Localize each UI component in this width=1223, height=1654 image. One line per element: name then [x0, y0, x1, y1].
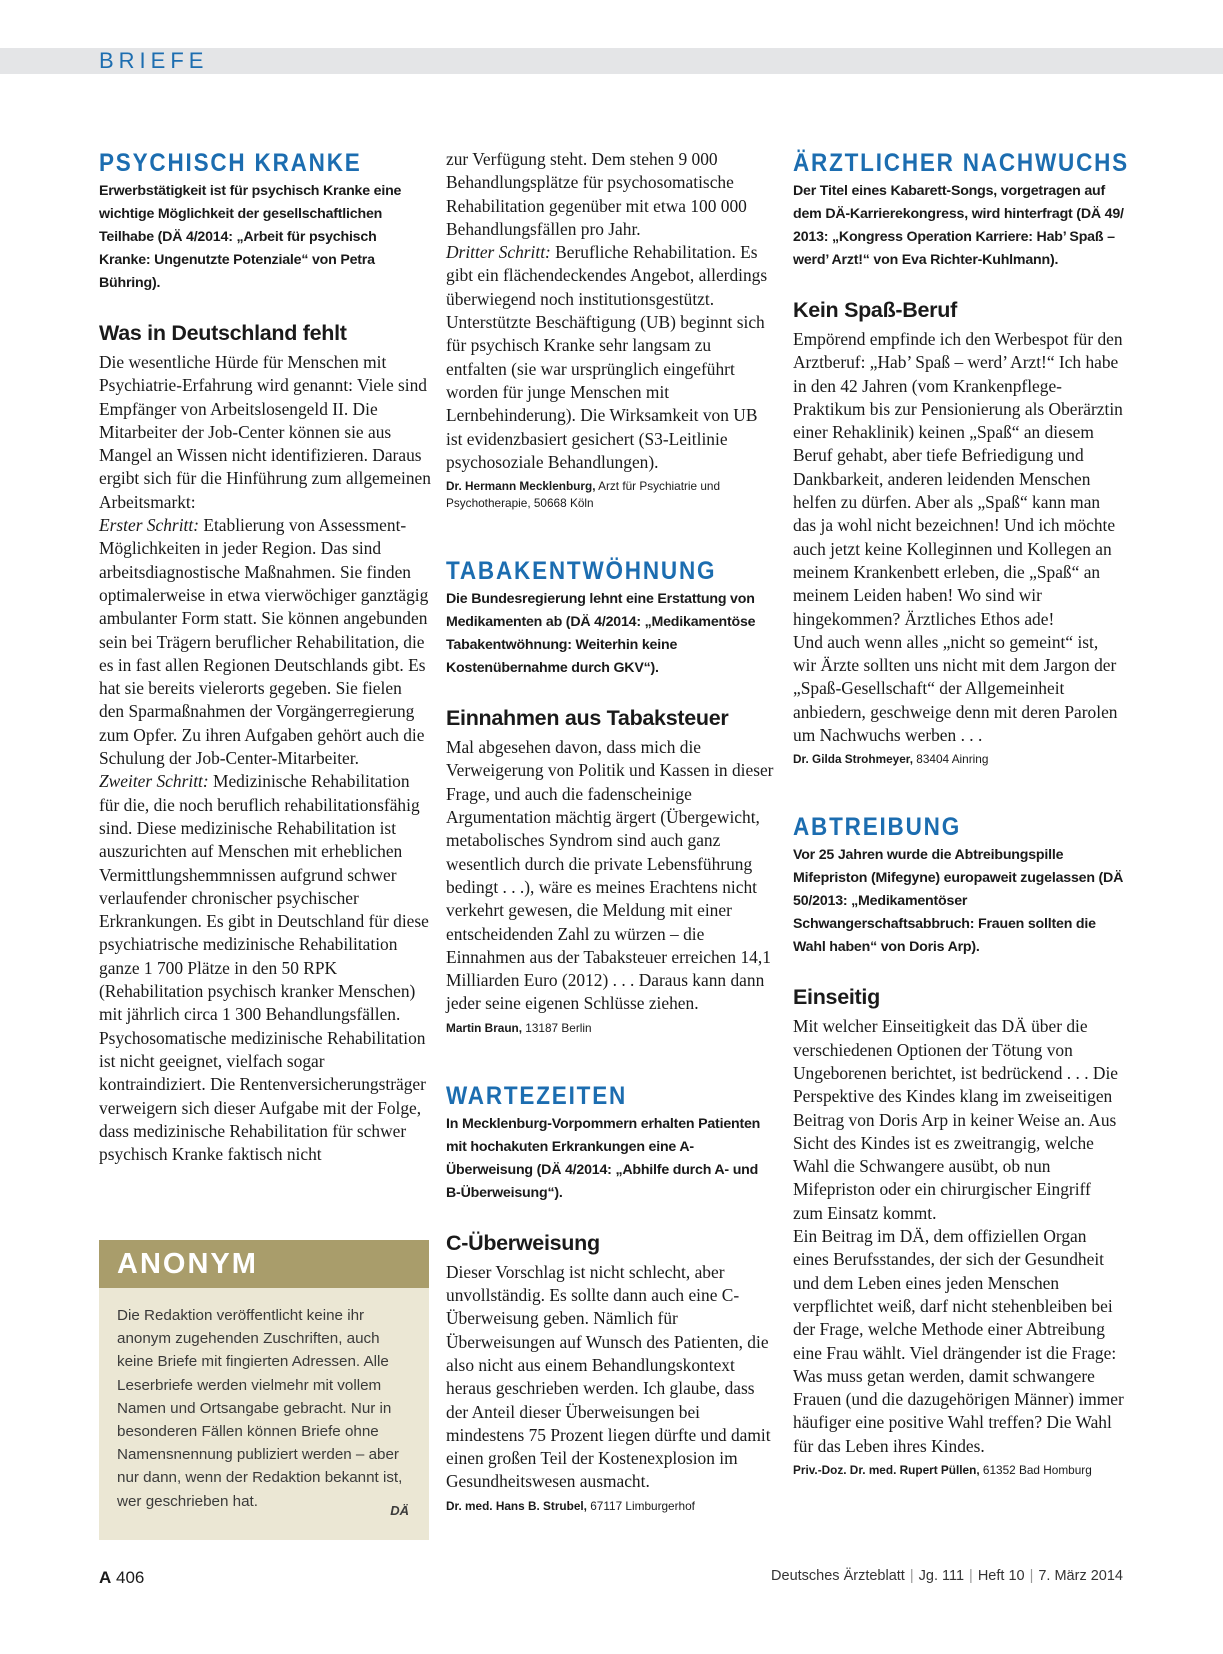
author-detail: Arzt für Psychiatrie und Psychotherapie, 50668 Köln	[446, 479, 721, 511]
letter-tabakentwoehnung	[446, 556, 776, 1037]
author-detail: 83404 Ainring	[912, 752, 989, 767]
letter-headline: Was in Deutschland fehlt	[99, 321, 347, 345]
column-2	[446, 148, 776, 1515]
anonym-text: Die Redaktion veröffentlicht keine ihr anonym zugehenden Zuschriften, auch keine Briefe mit fingierten Adressen. Alle Leserbriefe werden vielmehr mit vollem Namen und Ortsangabe gebracht. Nur in besonderen Fällen können Briefe ohne Namensnennung publiziert werden – aber nur dann, wenn der Redaktion bekannt ist, wer geschrieben hat.	[117, 1307, 403, 1510]
topic-intro: Erwerbstätigkeit ist für psychisch Kranke eine wichtige Möglichkeit der gesellschaftlichen Teilhabe (DÄ 4/2014: „Arbeit für psychisch Kranke: Ungenutzte Potenziale“ von Petra Bühring).	[99, 183, 402, 291]
journal-volume: Jg. 111	[918, 1568, 965, 1584]
author-detail: 61352 Bad Homburg	[979, 1462, 1092, 1477]
page-letter: A	[99, 1568, 112, 1587]
author-line	[446, 1498, 776, 1515]
topic-kicker: TABAKENTWÖHNUNG	[446, 557, 717, 586]
step-text: Medizinische Rehabilitation für die, die noch beruflich rehabilitationsfähig sind. Diese medizinische Rehabilitation ist auszurichten auf Menschen mit erheblichen Vermittlungshemmnissen aufgrund schwer verlaufender chronischer psychischer Erkrankungen. Es gibt in Deutschland für diese psychiatrische medizinische Rehabilitation ganze 1 700 Plätze in den 50 RPK (Rehabilitation psychisch kranker Menschen) mit jährlich circa 1 300 Behandlungsfällen. Psychosomatische medizinische Rehabilitation ist nicht geeignet, vielfach sogar kontraindiziert. Die Rentenversicherungsträger verweigern sich dieser Aufgabe mit der Folge, dass medizinische Rehabilitation für schwer psychisch Kranke faktisch nicht	[99, 771, 429, 1165]
letter-body: Mal abgesehen davon, dass mich die Verweigerung von Politik und Kassen in dieser Frage, und auch die fadenscheinige Argumentation mächtig ärgert (Übergewicht, metabolisches Syndrom sind auch ganz wesentlich durch die private Lebensführung bedingt . . .), wäre es meines Erachtens nicht verkehrt gewesen, die Meldung mit einer entscheidenden Zahl zu würzen – die Einnahmen aus der Tabaksteuer erreichen 14,1 Milliarden Euro (2012) . . . Daraus kann dann jeder seine eigenen Schlüsse ziehen.	[446, 737, 774, 1014]
author-line	[446, 1020, 776, 1037]
paragraph	[446, 241, 776, 474]
journal-issue: Heft 10	[977, 1568, 1025, 1584]
page-number-value: 406	[111, 1568, 145, 1587]
letter-body: Dieser Vorschlag ist nicht schlecht, aber unvollständig. Es sollte dann auch eine C-Überweisung geben. Nämlich für Überweisungen auf Wunsch des Patienten, die also nicht aus einem Behandlungskontext heraus geschrieben werden. Ich glaube, dass der Anteil dieser Überweisungen bei mindestens 75 Prozent liegen dürfte und damit einen großen Teil der Kostenexplosion im Gesundheitswesen ausmacht.	[446, 1261, 771, 1492]
letter-body	[99, 351, 431, 1166]
topic-kicker: ÄRZTLICHER NACHWUCHS	[793, 149, 1129, 177]
anonym-title-bar	[99, 1240, 429, 1288]
author-name: Martin Braun,	[446, 1020, 523, 1035]
letter-body	[793, 1015, 1125, 1458]
author-line	[793, 1462, 1125, 1479]
author-line	[793, 751, 1125, 768]
step-text: Etablierung von Assessment-Möglichkeiten in jeder Region. Das sind arbeitsdiagnostische Maßnahmen. Sie finden optimalerweise in etwa vierwöchiger ganztägig ambulanter Form statt. Sie können angebunden sein bei Trägern beruflicher Rehabilitation, die es in fast allen Regionen Deutschlands gibt. Es hat sie bereits vielerorts gegeben. Sie fielen den Sparmaßnahmen der Vorgängerregierung zum Opfer. Zu ihren Aufgaben gehört auch die Schulung der Job-Center-Mitarbeiter.	[99, 515, 429, 769]
column-1	[99, 148, 431, 1166]
step-label: Dritter Schritt:	[446, 242, 551, 263]
letter-wartezeiten	[446, 1081, 776, 1515]
page-number	[99, 1568, 144, 1588]
author-detail: 13187 Berlin	[522, 1020, 592, 1035]
letter-abtreibung	[793, 812, 1125, 1479]
section-label: BRIEFE	[99, 48, 209, 73]
paragraph: Empörend empfinde ich den Werbespot für den Arztberuf: „Hab’ Spaß – werd’ Arzt!“ Ich habe in den 42 Jahren (vom Krankenpflege-Praktikum bis zur Pensionierung als Oberärztin einer Rehaklinik) keinen „Spaß“ an diesem Beruf gehabt, aber tiefe Befriedigung und Dankbarkeit, anderen leidenden Menschen helfen zu dürfen. Aber als „Spaß“ kann man das ja wohl nicht bezeichnen! Und ich möchte auch jetzt keine Kolleginnen und Kollegen an meinem Krankenbett erleben, die „Spaß“ an meinem Leiden haben! Wo sind wir hingekommen? Ärztliches Ethos ade!	[793, 329, 1123, 629]
paragraph: Ein Beitrag im DÄ, dem offiziellen Organ eines Berufsstandes, der sich der Gesundheit und dem Leben eines jeden Menschen verpflichtet weiß, darf nicht stehenbleiben bei der Frage, welche Methode einer Abtreibung eine Frau wählt. Viel drängender ist die Frage: Was muss getan werden, damit schwangere Frauen (und die dazugehörigen Männer) immer häufiger eine positive Wahl treffen? Die Wahl für das Leben ihres Kindes.	[793, 1226, 1124, 1456]
letter-headline: Einseitig	[793, 985, 880, 1010]
letter-body-continued	[446, 148, 776, 474]
anonym-notice-box	[99, 1240, 429, 1540]
author-name: Dr. Hermann Mecklenburg,	[446, 479, 596, 494]
step-label: Zweiter Schritt:	[99, 771, 209, 792]
topic-kicker: PSYCHISCH KRANKE	[99, 149, 362, 177]
letter-psychisch-kranke	[99, 148, 431, 1166]
anonym-signature: DÄ	[390, 1503, 409, 1518]
topic-intro: In Mecklenburg-Vorpommern erhalten Patienten mit hochakuten Erkrankungen eine A-Überweisung (DÄ 4/2014: „Abhilfe durch A- und B-Überweisung“).	[446, 1115, 761, 1201]
letter-headline: Einnahmen aus Tabaksteuer	[446, 706, 729, 731]
step-text: Berufliche Rehabilitation. Es gibt ein flächendeckendes Angebot, allerdings überwiegend noch institutionsgestützt. Unterstützte Beschäftigung (UB) beginnt sich für psychisch Kranke sehr langsam zu entfalten (sie war ursprünglich eingeführt worden für junge Menschen mit Lernbehinderung). Die Wirksamkeit von UB ist evidenzbasiert gesichert (S3-Leitlinie psychosoziale Behandlungen).	[446, 242, 768, 472]
letter-aerztlicher-nachwuchs	[793, 148, 1129, 768]
author-name: Dr. Gilda Strohmeyer,	[793, 752, 913, 767]
author-name: Priv.-Doz. Dr. med. Rupert Püllen,	[793, 1462, 980, 1477]
paragraph	[99, 770, 431, 1166]
step-label: Erster Schritt:	[99, 515, 199, 536]
paragraph: Und auch wenn alles „nicht so gemeint“ ist, wir Ärzte sollten uns nicht mit dem Jargon der „Spaß-Gesellschaft“ der Allgemeinheit anbiedern, geschweige denn mit deren Parolen um Nachwuchs werben . . .	[793, 631, 1118, 746]
section-header-bar	[0, 48, 1223, 74]
topic-intro: Vor 25 Jahren wurde die Abtreibungspille Mifepriston (Mifegyne) europaweit zugelassen (DÄ 50/2013: „Medikamentöser Schwangerschaftsabbruch: Frauen sollten die Wahl haben“ von Doris Arp).	[793, 847, 1124, 956]
letter-headline: Kein Spaß-Beruf	[793, 298, 957, 322]
letter-headline: C-Überweisung	[446, 1230, 600, 1255]
author-name: Dr. med. Hans B. Strubel,	[446, 1498, 587, 1513]
topic-intro: Die Bundesregierung lehnt eine Erstattung von Medikamenten ab (DÄ 4/2014: „Medikamentöse Tabakentwöhnung: Weiterhin keine Kostenübernahme durch GKV“).	[446, 591, 756, 677]
author-detail: 67117 Limburgerhof	[586, 1498, 695, 1513]
paragraph: zur Verfügung steht. Dem stehen 9 000 Behandlungsplätze für psychosomatische Rehabilitation gegenüber mit etwa 100 000 Behandlungsfällen pro Jahr.	[446, 149, 747, 239]
anonym-title: ANONYM	[117, 1248, 258, 1280]
paragraph: Mit welcher Einseitigkeit das DÄ über die verschiedenen Optionen der Tötung von Ungeborenen berichtet, ist bedrückend . . . Die Perspektive des Kindes klang im zweiseitigen Beitrag von Doris Arp in keiner Weise an. Aus Sicht des Kindes ist es zweitrangig, welche Wahl die Schwangere ausübt, ob nun Mifepriston oder ein chirurgischer Eingriff zum Einsatz kommt.	[793, 1016, 1118, 1223]
journal-date: 7. März 2014	[1038, 1568, 1123, 1584]
paragraph	[99, 514, 431, 770]
column-3	[793, 148, 1129, 1479]
letter-body	[793, 328, 1125, 747]
paragraph: Die wesentliche Hürde für Menschen mit Psychiatrie-Erfahrung wird genannt: Viele sind Empfänger von Arbeitslosengeld II. Die Mitarbeiter der Job-Center können sie aus Mangel an Wissen nicht identifizieren. Daraus ergibt sich für die Hinführung zum allgemeinen Arbeitsmarkt:	[99, 352, 431, 512]
topic-kicker: WARTEZEITEN	[446, 1081, 628, 1110]
journal-reference: Deutsches Ärzteblatt | Jg. 111 | Heft 10 | 7. März 2014	[771, 1568, 1123, 1584]
journal-name: Deutsches Ärzteblatt	[771, 1568, 905, 1584]
topic-kicker: ABTREIBUNG	[793, 813, 962, 842]
author-line	[446, 478, 776, 512]
topic-intro: Der Titel eines Kabarett-Songs, vorgetragen auf dem DÄ-Karrierekongress, wird hinterfragt (DÄ 49/ 2013: „Kongress Operation Karriere: Hab’ Spaß – werd’ Arzt!“ von Eva Richter-Kuhlmann).	[793, 183, 1124, 268]
